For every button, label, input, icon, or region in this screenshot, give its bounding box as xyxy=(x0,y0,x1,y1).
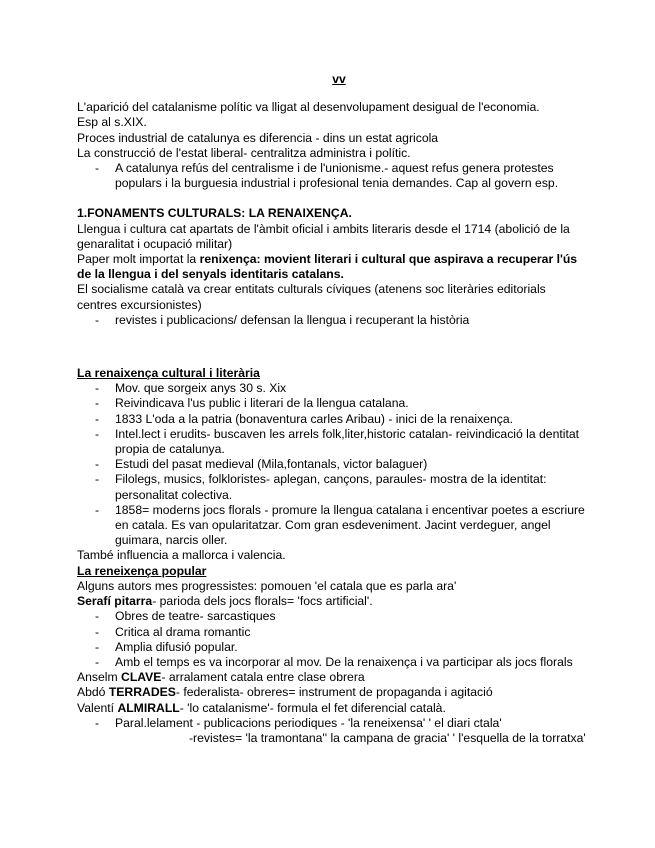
list-item xyxy=(77,640,587,655)
list-item xyxy=(77,381,587,396)
list-item-text: Filolegs, musics, folkloristes- aplegan, cançons, paraules- mostra de la identitat: personalitat colectiva. xyxy=(115,472,547,502)
intro-line-4: La construcció de l'estat liberal- centralitza administra i polític. xyxy=(77,145,411,160)
document-title: vv xyxy=(332,72,346,86)
intro-line-2: Esp al s.XIX. xyxy=(77,115,147,130)
bullet-dash: - xyxy=(95,312,100,327)
section3-paragraph-3 xyxy=(77,670,587,685)
intro-line-1: L'aparició del catalanisme polític va lligat al desenvolupament desigual de l'economia. xyxy=(77,100,540,115)
section3-paragraph-4 xyxy=(77,685,587,700)
list-item xyxy=(77,427,587,457)
bullet-dash: - xyxy=(95,654,100,669)
list-item-text: Mov. que sorgeix anys 30 s. Xix xyxy=(115,381,287,396)
list-item-text: 1833 L'oda a la patria (bonaventura carles Aribau) - inici de la renaixença. xyxy=(115,411,513,426)
bullet-dash: - xyxy=(95,411,100,426)
section1-p2-bold: renixença: movient literari i cultural que aspirava a recuperar l'ús de la llengua i del senyals identitaris catalans. xyxy=(77,252,578,282)
bullet-dash: - xyxy=(95,639,100,654)
section3-paragraph-5 xyxy=(77,701,587,716)
list-item xyxy=(77,655,587,670)
section3-p4-pre: Abdó xyxy=(77,685,109,700)
list-item xyxy=(77,503,587,549)
section3-continuation: -revistes= 'la tramontana'' la campana de gracia' ' l'esquella de la torratxa' xyxy=(189,730,586,745)
section1-bullet xyxy=(77,313,587,328)
section1-paragraph-2 xyxy=(77,252,587,282)
section1-heading: 1.FONAMENTS CULTURALS: LA RENAIXENÇA. xyxy=(77,206,352,221)
list-item-text: Paral.lelament - publicacions periodiques - 'la reneixensa' ' el diari ctala' xyxy=(115,715,502,730)
document-page xyxy=(77,72,587,746)
section3-p3-pre: Anselm xyxy=(77,670,122,685)
section3-paragraph-1: Alguns autors mes progressistes: pomouen 'el catala que es parla ara' xyxy=(77,578,457,593)
bullet-dash: - xyxy=(95,624,100,639)
bullet-dash: - xyxy=(95,381,100,396)
bullet-dash: - xyxy=(95,161,100,176)
bullet-dash: - xyxy=(95,426,100,441)
section1-bullet-text: revistes i publicacions/ defensan la llengua i recuperant la història xyxy=(115,312,470,327)
section3-heading: La reneixença popular xyxy=(77,563,207,578)
section3-p4-rest: - federalista- obreres= instrument de propaganda i agitació xyxy=(175,685,493,700)
list-item xyxy=(77,472,587,502)
person-name: CLAVE xyxy=(121,670,162,685)
intro-line-3: Proces industrial de catalunya es diferencia - dins un estat agricola xyxy=(77,130,439,145)
section3-p3-rest: - arralament catala entre clase obrera xyxy=(161,670,365,685)
list-item-text: Critica al drama romantic xyxy=(115,624,251,639)
person-name: ALMIRALL xyxy=(117,700,180,715)
bullet-dash: - xyxy=(95,609,100,624)
bullet-dash: - xyxy=(95,715,100,730)
person-name: TERRADES xyxy=(108,685,176,700)
list-item-text: Intel.lect i erudits- buscaven les arrels folk,liter,historic catalan- reivindicació la dentitat propia de catalunya. xyxy=(115,426,580,457)
intro-bullet-text: A catalunya refús del centralisme i de l'unionisme.- aquest refus genera protestes populars i la burguesia industrial i profesional tenia demandes. Cap al govern esp. xyxy=(115,161,559,191)
section3-p5-pre: Valentí xyxy=(77,700,118,715)
bullet-dash: - xyxy=(95,396,100,411)
section2-heading: La renaixença cultural i literària xyxy=(77,366,260,381)
list-item xyxy=(77,396,587,411)
list-item-text: 1858= moderns jocs florals - promure la llengua catalana i encentivar poetes a escriure en catala. Es van opularitatzar. Com gran esdeveniment. Jacint verdeguer, angel guimara, narcis oller. xyxy=(115,502,585,548)
list-item-text: Amb el temps es va incorporar al mov. De la renaixença i va participar als jocs florals xyxy=(115,654,573,669)
section3-p5-rest: - 'lo catalanisme'- formula el fet diferencial català. xyxy=(179,700,446,715)
bullet-dash: - xyxy=(95,457,100,472)
section2-after: També influencia a mallorca i valencia. xyxy=(77,548,286,563)
section1-paragraph-3: El socialisme català va crear entitats culturals cíviques (atenens soc literàries editorials centres excursionistes) xyxy=(77,282,546,312)
bullet-dash: - xyxy=(95,502,100,517)
section1-p2-text: Paper molt importat la xyxy=(77,252,200,267)
section1-paragraph-1: Llengua i cultura cat apartats de l'àmbit oficial i ambits literaris desde el 1714 (abolició de la genaralitat i ocupació militar) xyxy=(77,221,570,251)
intro-bullet xyxy=(77,161,587,191)
list-item-text: Reivindicava l'us public i literari de la llengua catalana. xyxy=(115,396,409,411)
list-item-text: Obres de teatre- sarcastiques xyxy=(115,609,276,624)
list-item-text: Amplia difusió popular. xyxy=(115,639,238,654)
section3-paragraph-2 xyxy=(77,594,587,609)
list-item xyxy=(77,412,587,427)
list-item xyxy=(77,625,587,640)
person-name: Serafí pitarra xyxy=(77,594,153,609)
list-item xyxy=(77,609,587,624)
list-item xyxy=(77,716,587,731)
section3-p2-rest: - parioda dels jocs florals= 'focs artificial'. xyxy=(152,594,373,609)
list-item xyxy=(77,457,587,472)
list-item-text: Estudi del pasat medieval (Mila,fontanals, victor balaguer) xyxy=(115,457,428,472)
bullet-dash: - xyxy=(95,472,100,487)
